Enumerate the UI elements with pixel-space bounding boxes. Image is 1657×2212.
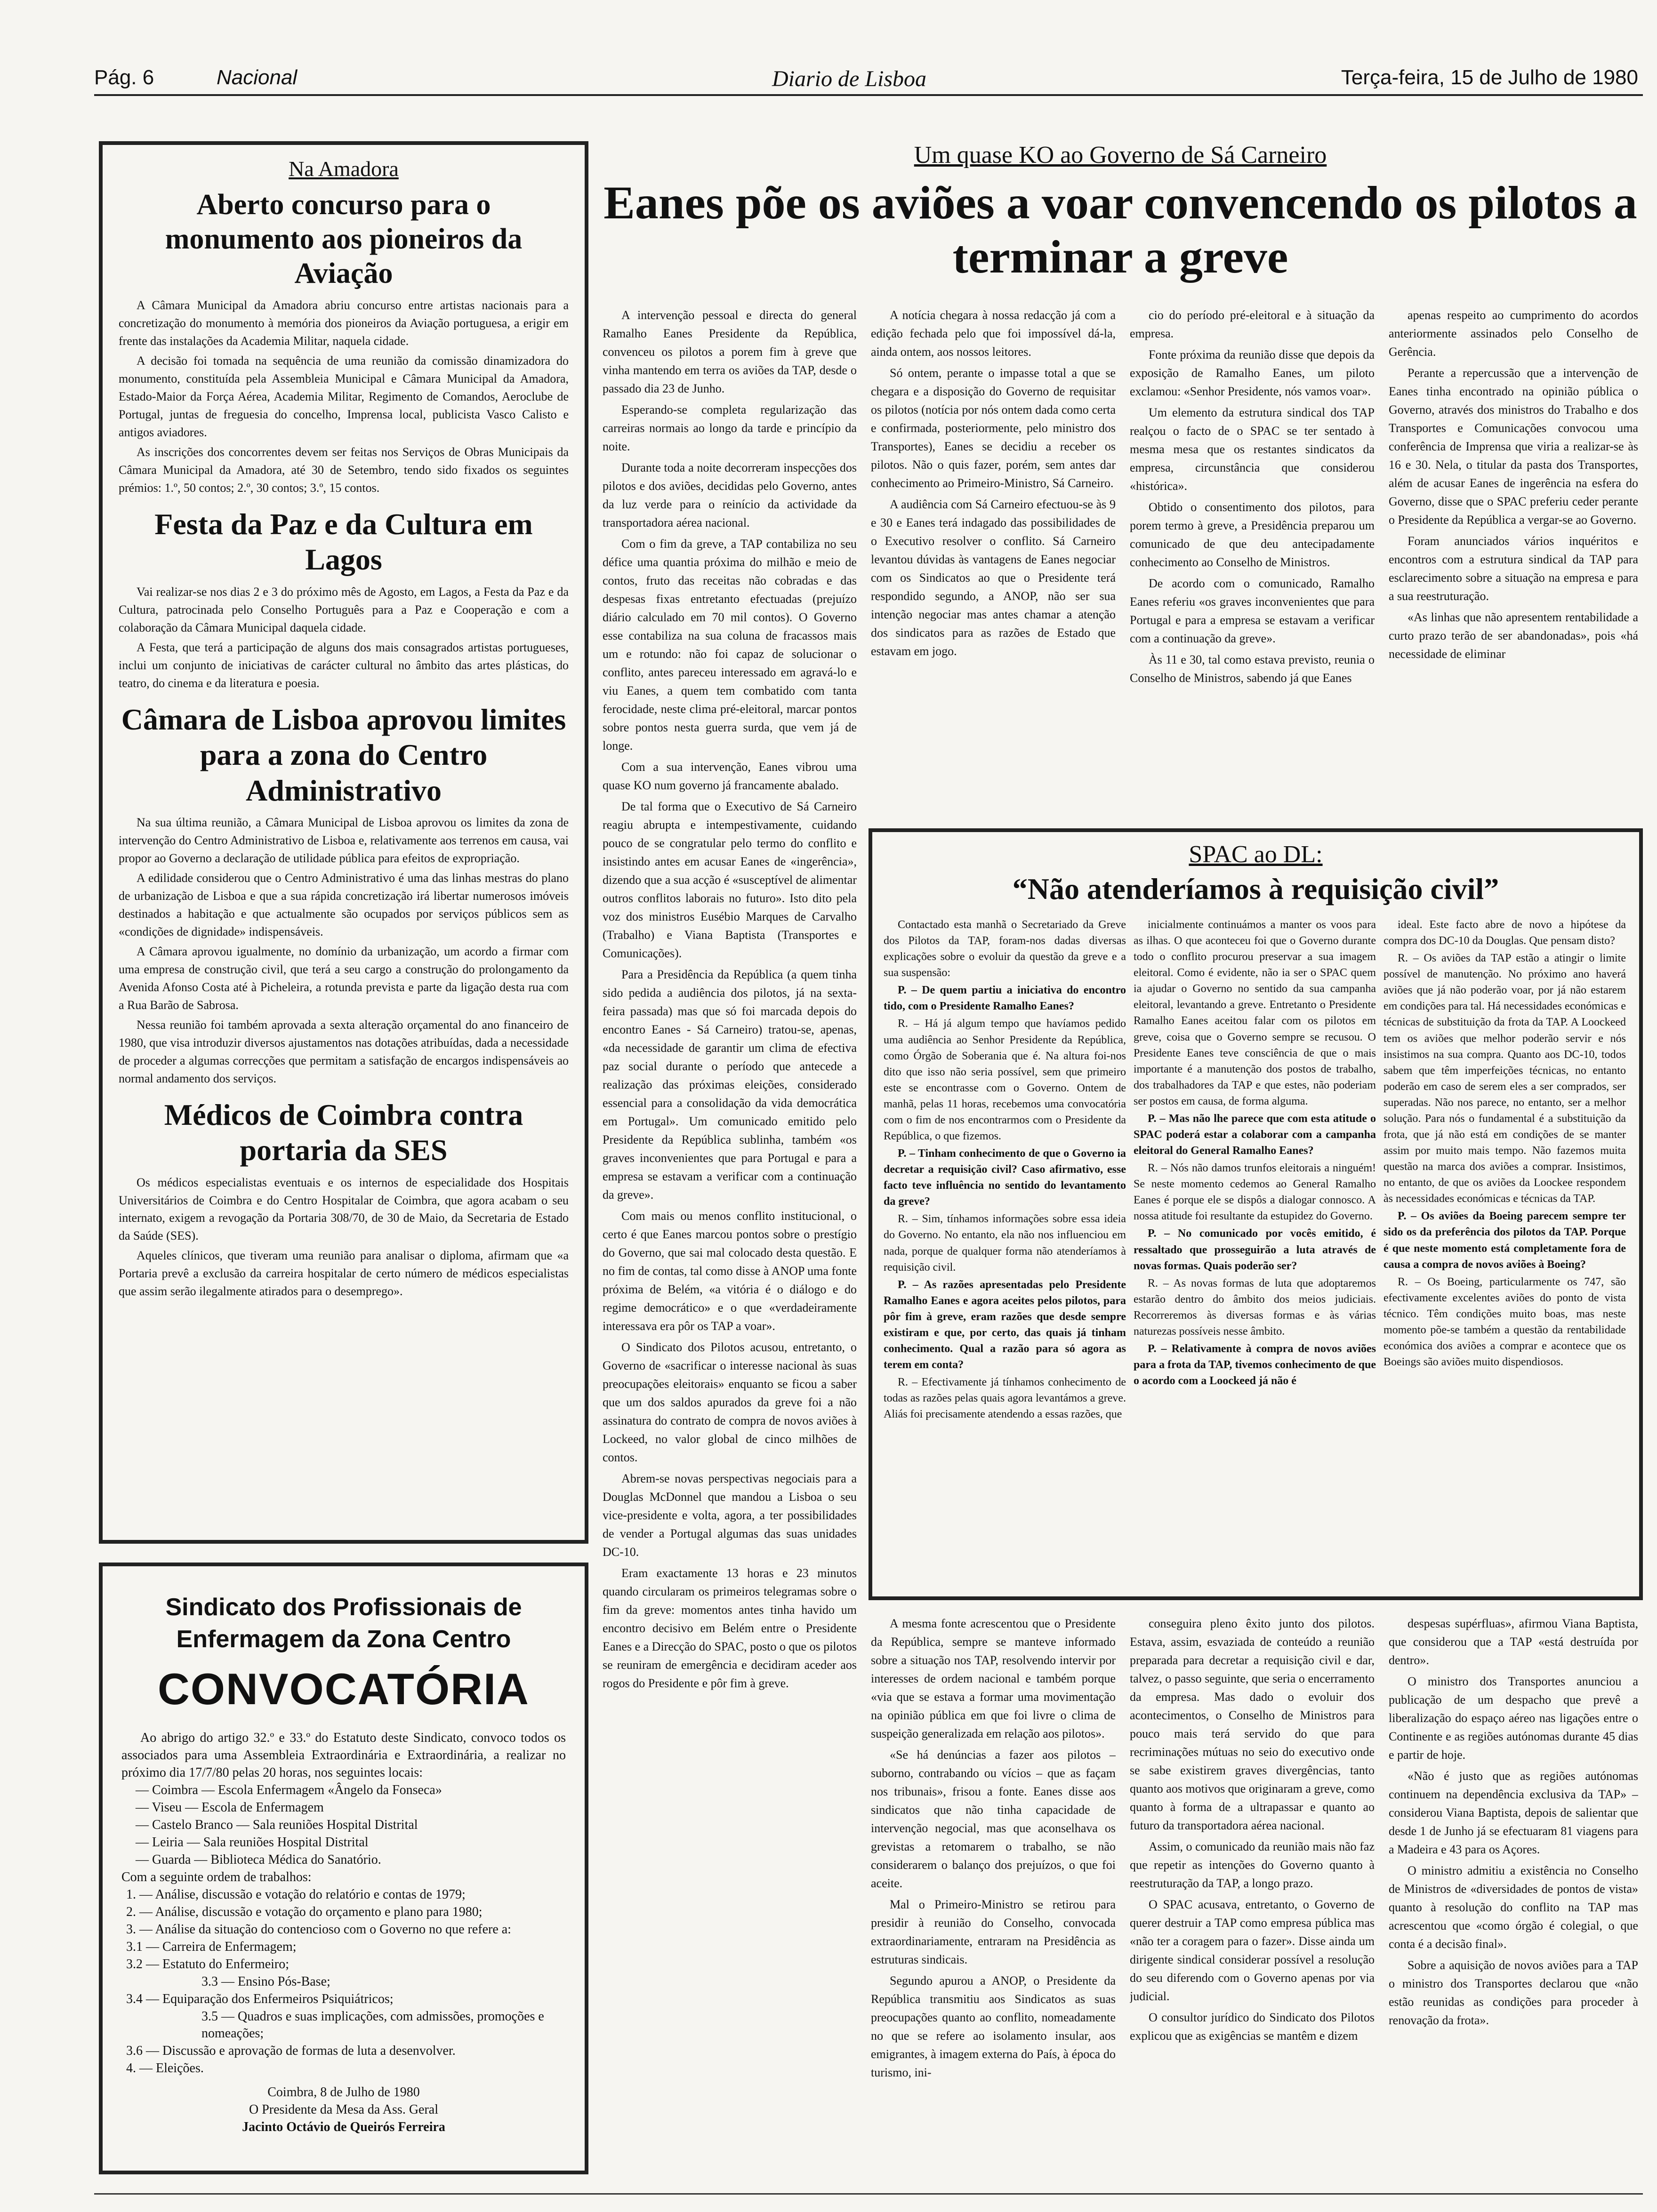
main-column-4 [1389,306,1638,805]
footer-rule [94,2193,1643,2195]
main-column-4b [1389,1614,1638,2174]
article-amadora-title: Aberto concurso para o monumento aos pioneiros da Aviação [165,189,523,290]
header-rule [94,94,1643,96]
left-news-box [99,141,588,1544]
article-coimbra-title: Médicos de Coimbra contra portaria da SES [164,1098,523,1167]
paragraph: A mesma fonte acrescentou que o Presidente da República, sempre se manteve informado sobre a situação nos TAP, resolvendo intervir por interesses de ordem nacional e também porque «via que se estava a formar uma movimentação na opinião pública em que foi livre o clima de suspeição generalizada em relação aos pilotos». [871,1617,1116,1740]
paragraph: «Não é justo que as regiões autónomas continuem na dependência exclusiva da TAP» – considerou Viana Baptista, depois de salientar que desde 1 de Junho já se efectuaram 81 viagens para a Madeira e 43 para os Açores. [1389,1769,1638,1856]
notice-locations [136,1782,566,1869]
question: P. – No comunicado por vocês emitido, é ressaltado que prosseguirão a luta através de novas formas. Quais poderão ser? [1134,1227,1376,1272]
paragraph: De tal forma que o Executivo de Sá Carneiro reagiu abrupta e intempestivamente, cuidando pouco de se congratular pelo termo do conflito e insistindo antes em acusar Eanes de «ingerência», dizendo que a sua acção é «susceptível de alimentar outros conflitos laborais no futuro». Isto dito pela voz dos ministros Eusébio Marques de Carvalho (Trabalho) e Viana Baptista (Transportes e Comunicações). [603,800,857,960]
location-item: — Viseu — Escola de Enfermagem [136,1800,324,1815]
paragraph: despesas supérfluas», afirmou Viana Baptista, que considerou que a TAP «está destruída por dentro». [1389,1617,1638,1667]
agenda-item: 3.6 — Discussão e aprovação de formas de luta a desenvolver. [126,2044,456,2059]
main-column-2 [871,306,1116,805]
notice-intro: Ao abrigo do artigo 32.º e 33.º do Estatuto deste Sindicato, convoco todos os associados para uma Assembleia Extraordinária e Extraordinária, a realizar no próximo dia 17/7/80 pelas 20 horas, nos seguintes locais: [121,1731,566,1780]
agenda-item: 3.4 — Equiparação dos Enfermeiros Psiquiátricos; [126,1991,394,2006]
issue-date: Terça-feira, 15 de Julho de 1980 [1341,66,1638,89]
paragraph: Sobre a aquisição de novos aviões para a TAP o ministro dos Transportes declarou que «não estão reunidas as condições para proceder à renovação da frota». [1389,1958,1638,2027]
masthead: Diario de Lisboa [772,66,927,91]
location-item: — Leiria — Sala reuniões Hospital Distrital [136,1835,369,1850]
paragraph: Na sua última reunião, a Câmara Municipal de Lisboa aprovou os limites da zona de intervenção do Centro Administrativo de Lisboa e, relativamente aos terrenos em causa, vai propor ao Governo a declaração de utilidade pública para efeitos de expropriação. [119,816,569,866]
paragraph: Fonte próxima da reunião disse que depois da exposição de Ramalho Eanes, um piloto exclamou: «Senhor Presidente, nós vamos voar». [1130,348,1375,398]
article-amadora-body [119,297,569,497]
paragraph: Eram exactamente 13 horas e 23 minutos quando circularam os primeiros telegramas sobre o fim da greve: momentos antes tinha havido um encontro decisivo em Belém entre o Presidente Eanes e a Direcção do SPAC, posto o que os pilotos se reuniram de emergência e decidiram aceder aos rogos do Presidente e pôr fim à greve. [603,1566,857,1690]
paragraph: Nessa reunião foi também aprovada a sexta alteração orçamental do ano financeiro de 1980, que visa introduzir diversos ajustamentos nas dotações atribuídas, dada a necessidade de proceder a algumas correcções que permitam a satisfação de encargos indispensáveis ao normal andamento dos serviços. [119,1018,569,1085]
paragraph: O consultor jurídico do Sindicato dos Pilotos explicou que as exigências se mantêm e dizem [1130,2011,1375,2043]
paragraph: O SPAC acusava, entretanto, o Governo de querer destruir a TAP como empresa pública mas «não ter a coragem para o fazer». Disse ainda um dirigente sindical considerar possível a resolução do seu diferendo com o Governo apenas por via judicial. [1130,1898,1375,2003]
notice-signer-name: Jacinto Octávio de Queirós Ferreira [242,2120,445,2135]
spac-column-2 [1134,917,1376,1590]
paragraph: Segundo apurou a ANOP, o Presidente da República transmitiu aos Sindicatos as suas preocupações quanto ao conflito, nomeadamente no que se refere ao isolamento insular, aos emigrantes, à imagem externa do País, à época do turismo, ini- [871,1974,1116,2079]
paragraph: Para a Presidência da República (a quem tinha sido pedida a audiência dos pilotos, já na sexta-feira passada) mas que só foi marcada depois do encontro Eanes - Sá Carneiro) tratou-se, apenas, «da necessidade de garantir um clima de efectiva paz social durante o período que antecede a realização das próximas eleições, considerado essencial para a consolidação da vida democrática em Portugal». Um comunicado emitido pelo Presidente da República sublinha, também «os graves inconvenientes que para Portugal e para a empresa se estavam a verificar com a continuação da greve». [603,968,857,1202]
answer: R. – As novas formas de luta que adoptaremos estarão dentro do âmbito dos meios judiciais. Recorreremos às diversas formas e às várias naturezas possíveis nesse âmbito. [1134,1277,1376,1338]
location-item: — Castelo Branco — Sala reuniões Hospital Distrital [136,1818,418,1833]
paragraph: O Sindicato dos Pilotos acusou, entretanto, o Governo de «sacrificar o interesse nacional às suas preocupações eleitorais» enquanto se ficou a saber que um dos saldos apurados da greve foi a não assinatura do contrato de compra de novos aviões à Lockeed, no valor global de cinco milhões de contos. [603,1340,857,1464]
spac-headline: “Não atenderíamos à requisição civil” [1012,872,1499,906]
question: P. – Tinham conhecimento de que o Governo ia decretar a requisição civil? Caso afirmativo, esse facto teve influência no sentido do levantamento da greve? [884,1147,1126,1208]
main-story-header [598,141,1643,289]
paragraph: Mal o Primeiro-Ministro se retirou para presidir à reunião do Conselho, convocada extraordinariamente, entraram na Presidência as estruturas sindicais. [871,1898,1116,1966]
paragraph: Um elemento da estrutura sindical dos TAP realçou o facto de o SPAC se ter sentado à mesma mesa que os restantes sindicatos da empresa, circunstância que considerou «histórica». [1130,406,1375,493]
agenda-item: 3.1 — Carreira de Enfermagem; [126,1939,297,1954]
paragraph: A Festa, que terá a participação de alguns dos mais consagrados artistas portugueses, inclui um conjunto de iniciativas de carácter cultural no âmbito das artes plásticas, do teatro, do cinema e da literatura e poesia. [119,640,569,690]
spac-column-3 [1384,917,1626,1590]
notice-agenda [126,1886,566,2077]
main-column-2b [871,1614,1116,2174]
paragraph: A intervenção pessoal e directa do general Ramalho Eanes Presidente da República, convenceu os pilotos a porem fim à greve que vinha mantendo em terra os aviões da TAP, desde o passado dia 23 de Junho. [603,308,857,395]
question: P. – Mas não lhe parece que com esta atitude o SPAC poderá estar a colaborar com a campanha eleitoral do General Ramalho Eanes? [1134,1112,1376,1157]
paragraph: O ministro admitiu a existência no Conselho de Ministros de «diversidades de pontos de vista» quanto à resolução do conflito na TAP mas acrescentou que «como órgão é colegial, o que conta é a decisão final». [1389,1864,1638,1951]
paragraph: Os médicos especialistas eventuais e os internos de especialidade dos Hospitais Universitários de Coimbra e do Centro Hospitalar de Coimbra, que agora acabam o seu internato, exigem a revogação da Portaria 308/70, de 30 de Maio, da Secretaria de Estado da Saúde (SES). [119,1175,569,1243]
paragraph: conseguira pleno êxito junto dos pilotos. Estava, assim, esvaziada de conteúdo a reunião preparada para decretar a requisição civil e dar, talvez, o passo seguinte, que seria o encerramento da empresa. Mas dado o evoluir dos acontecimentos, o Conselho de Ministros para pouco mais terá servido do que para recriminações mútuas no seio do executivo onde se sabe existirem graves divergências, tanto quanto aos motivos que originaram a greve, como quanto à forma de a ultrapassar e quanto ao futuro da transportadora aérea nacional. [1130,1617,1375,1832]
notice-title: CONVOCATÓRIA [158,1664,530,1714]
paragraph: A decisão foi tomada na sequência de uma reunião da comissão dinamizadora do monumento, constituída pela Assembleia Municipal e Câmara Municipal da Amadora, Estado-Maior da Força Aérea, Academia Militar, Regimento de Comandos, Aeroclube de Portugal, juntas de freguesia do concelho, Imprensa local, publicista Vasco Calisto e antigos aviadores. [119,354,569,440]
agenda-item: 3. — Análise da situação do contencioso com o Governo no que refere a: [126,1922,511,1937]
question: P. – As razões apresentadas pelo Presidente Ramalho Eanes e agora aceites pelos pilotos, para pôr fim à greve, eram razões que desde sempre existiram e que, por certo, das quais já tinham conhecimento. Qual a razão para só agora as terem em conta? [884,1278,1126,1371]
main-headline: Eanes põe os aviões a voar convencendo os pilotos a terminar a greve [603,176,1637,283]
answer: R. – Os aviões da TAP estão a atingir o limite possível de manutenção. No próximo ano haverá aviões que já não poderão voar, por já não estarem em condições para tal. Há necessidades económicas e técnicas de substituição da frota da TAP. A Loockeed tem os aviões que melhor poderão servir e nós insistimos na sua compra. Quanto aos DC-10, todos sabem que têm imperfeições técnicas, no entanto poderão em caso de serem eles a ser comprados, ser superadas. Não nos parece, no entanto, ser a melhor solução. Para nós o fundamental é a substituição da frota, que já não está em condições de se manter assim por muito mais tempo. Não fazemos muita questão na marca dos aviões a comprar. Insistimos, no entanto, de que os aviões da Loockee respondem às necessidades económicas e técnicas da TAP. [1384,952,1626,1205]
article-lagos-body [119,583,569,692]
article-lisboa-title: Câmara de Lisboa aprovou limites para a zona do Centro Administrativo [121,702,566,807]
paragraph: A Câmara aprovou igualmente, no domínio da urbanização, um acordo a firmar com uma empresa de construção civil, que terá a seu cargo a construção do prolongamento da Avenida Afonso Costa até à Picheleira, a rotunda prevista e parte da ligação desta rua com a Rua Barão de Sabrosa. [119,944,569,1012]
paragraph: «As linhas que não apresentem rentabilidade a curto prazo terão de ser abandonadas», pois «há necessidade de eliminar [1389,610,1638,661]
paragraph: cio do período pré-eleitoral e à situação da empresa. [1130,308,1375,340]
answer: R. – Os Boeing, particularmente os 747, são efectivamente excelentes aviões do ponto de vista técnico. Têm condições muito boas, mas neste momento põe-se também a questão da rentabilidade económica dos aviões a comprar e acontece que os Boeings são aviões muito dispendiosos. [1384,1275,1626,1369]
paragraph: Esperando-se completa regularização das carreiras normais ao longo da tarde e princípio da noite. [603,403,857,453]
main-column-1 [603,306,857,2174]
paragraph: Durante toda a noite decorreram inspecções dos pilotos e dos aviões, decididas pelo Governo, antes da luz verde para o reinício da actividade da transportadora aérea nacional. [603,461,857,529]
agenda-item: 2. — Análise, discussão e votação do orçamento e plano para 1980; [126,1904,483,1919]
paragraph: Aqueles clínicos, que tiveram uma reunião para analisar o diploma, afirmam que «a Portaria prevê a exclusão da carreira hospitalar de certo número de médicos especialistas que assim serão ilegalmente atirados para o desemprego». [119,1249,569,1298]
location-item: — Coimbra — Escola Enfermagem «Ângelo da Fonseca» [136,1783,442,1798]
agenda-item: 3.5 — Quadros e suas implicações, com admissões, promoções e nomeações; [201,2009,544,2041]
question: P. – Os aviões da Boeing parecem sempre ter sido os da preferência dos pilotos da TAP. Porque é que neste momento está completamente fora de causa a compra de novos aviões à Boeing? [1384,1210,1626,1271]
paragraph: Perante a repercussão que a intervenção de Eanes tinha encontrado na opinião pública o Governo, através dos ministros do Trabalho e dos Transportes e Comunicações convocou uma conferência de Imprensa que viria a realizar-se às 16 e 30. Nela, o titular da pasta dos Transportes, além de acusar Eanes de ingerência na esfera do Governo, disse que o SPAC preferiu ceder perante o Presidente da República a vergar-se ao Governo. [1389,366,1638,527]
paragraph: A edilidade considerou que o Centro Administrativo é uma das linhas mestras do plano de urbanização de Lisboa e que a sua rápida concretização irá libertar numerosos imóveis destinados a habitação e que actualmente são ocupados por serviços públicos sem as «condições de dignidade» indispensáveis. [119,871,569,938]
agenda-item: 3.2 — Estatuto do Enfermeiro; [126,1956,290,1972]
answer: inicialmente continuámos a manter os voos para as ilhas. O que aconteceu foi que o Governo durante todo o conflito procurou preservar a sua imagem eleitoral. Como é evidente, não ia ser o SPAC quem ia ajudar o Governo no sentido da sua campanha eleitoral, levantando a greve. Entretanto o Presidente Ramalho Eanes aceitou falar com os pilotos em greve, coisa que o Governo sempre se recusou. O Presidente Eanes teve consciência de que o mais importante é a manutenção dos postos de trabalho, dos trabalhadores da TAP e que estes, não poderiam ser postos em causa, de forma alguma. [1134,919,1376,1107]
notice-org: Sindicato dos Profissionais de Enfermagem da Zona Centro [165,1594,522,1653]
paragraph: Foram anunciados vários inquéritos e encontros com a estrutura sindical da TAP para esclarecimento sobre a situação na empresa e para a sua reestruturação. [1389,534,1638,603]
paragraph: Obtido o consentimento dos pilotos, para porem termo à greve, a Presidência preparou um comunicado de que deu antecipadamente conhecimento ao Conselho de Ministros. [1130,500,1375,569]
notice-signer-role: O Presidente da Mesa da Ass. Geral [249,2102,438,2117]
spac-column-1 [884,917,1126,1590]
paragraph: A Câmara Municipal da Amadora abriu concurso entre artistas nacionais para a concretização do monumento à memória dos pioneiros da Aviação portuguesa, a erigir em frente das instalações da Academia Militar, naquela cidade. [119,298,569,348]
question: P. – De quem partiu a iniciativa do encontro tido, com o Presidente Ramalho Eanes? [884,984,1126,1013]
main-column-3 [1130,306,1375,805]
union-notice-box [99,1563,588,2174]
paragraph: Assim, o comunicado da reunião mais não faz que repetir as intenções do Governo quanto à reestruturação da TAP, a longo prazo. [1130,1840,1375,1890]
article-lisboa-body [119,814,569,1087]
paragraph: Com a sua intervenção, Eanes vibrou uma quase KO num governo já francamente abalado. [603,760,857,792]
section-name: Nacional [217,66,298,89]
article-coimbra-body [119,1174,569,1301]
paragraph: Com o fim da greve, a TAP contabiliza no seu défice uma quantia próxima do milhão e meio de contos, fruto das receitas não cobradas e das despesas fixas entretanto efectuadas (prejuízo diário calculado em 70 mil contos). O Governo esse contabiliza na sua coluna de fracassos mais um e rotundo: não foi capaz de solucionar o conflito, antes pareceu interessado em agravá-lo e viu Eanes, a quem tem combatido com tanta ferocidade, neste clima pré-eleitoral, marcar pontos sobre pontos nesta guerra surda, que vem já de longe. [603,537,857,753]
paragraph: O ministro dos Transportes anunciou a publicação de um despacho que prevê a liberalização do espaço aéreo nas ligações entre o Continente e as regiões autónomas durante 45 dias e partir de hoje. [1389,1675,1638,1762]
paragraph: apenas respeito ao cumprimento do acordos anteriormente assinados pelo Conselho de Gerência. [1389,308,1638,359]
paragraph: «Se há denúncias a fazer aos pilotos – suborno, contrabando ou vícios – que as façam nos tribunais», frisou a fonte. Eanes disse aos sindicatos que não tinha capacidade de intervenção negocial, mas que aconselhava os grevistas a retomarem o trabalho, se não considerarem o balanço dos prejuízos, o que foi aceite. [871,1748,1116,1890]
answer: R. – Sim, tínhamos informações sobre essa ideia do Governo. No entanto, ela não nos influenciou em nada, porque de qualquer forma não atenderíamos à requisição civil. [884,1213,1126,1274]
location-item: — Guarda — Biblioteca Médica do Sanatório. [136,1852,381,1867]
main-column-3b [1130,1614,1375,2174]
paragraph: As inscrições dos concorrentes devem ser feitas nos Serviços de Obras Municipais da Câmara Municipal da Amadora, até 30 de Setembro, tendo sido fixados os seguintes prémios: 1.º, 50 contos; 2.º, 30 contos; 3.º, 15 contos. [119,445,569,495]
answer: R. – Efectivamente já tínhamos conhecimento de todas as razões pelas quais agora levantámos a greve. Aliás foi precisamente atendendo a essas razões, que [884,1376,1126,1421]
page-number: Pág. 6 [94,66,154,89]
paragraph: Abrem-se novas perspectivas negociais para a Douglas McDonnel que mandou a Lisboa o seu vice-presidente e volta, agora, a ter possibilidades de vender a Portugal algumas das suas unidades DC-10. [603,1472,857,1559]
article-lagos-title: Festa da Paz e da Cultura em Lagos [154,507,533,577]
spac-kicker: SPAC ao DL: [1189,841,1323,868]
paragraph: Só ontem, perante o impasse total a que se chegara e a disposição do Governo de requisitar os pilotos (notícia por nós ontem dada como certa e confirmada, posteriormente, pelo ministro dos Transportes), Eanes se decidiu a receber os pilotos. Não o quis fazer, porém, sem antes dar conhecimento ao Primeiro-Ministro, Sá Carneiro. [871,366,1116,490]
spac-interview-box [869,828,1643,1600]
paragraph: Contactado esta manhã o Secretariado da Greve dos Pilotos da TAP, foram-nos dadas diversas explicações sobre o evoluir da questão da greve e a sua suspensão: [884,919,1126,979]
question: P. – Relativamente à compra de novos aviões para a frota da TAP, tivemos conhecimento de que o acordo com a Loockeed já não é [1134,1343,1376,1387]
main-kicker: Um quase KO ao Governo de Sá Carneiro [914,142,1327,168]
paragraph: A notícia chegara à nossa redacção já com a edição fechada pelo que foi impossível dá-la, ainda ontem, aos nossos leitores. [871,308,1116,359]
agenda-item: 3.3 — Ensino Pós-Base; [201,1974,330,1989]
paragraph: Vai realizar-se nos dias 2 e 3 do próximo mês de Agosto, em Lagos, a Festa da Paz e da Cultura, patrocinada pelo Conselho Português para a Paz e Cooperação e com a colaboração da Câmara Municipal daquela cidade. [119,585,569,634]
paragraph: A audiência com Sá Carneiro efectuou-se às 9 e 30 e Eanes terá indagado das possibilidades de o Executivo resolver o conflito. Sá Carneiro levantou dúvidas às vantagens de Eanes negociar com os Sindicatos ao que o Presidente terá respondido segundo, a ANOP, não ser sua intenção negociar mas antes chamar a atenção dos sindicatos para as razões de Estado que estavam em jogo. [871,497,1116,658]
answer: ideal. Este facto abre de novo a hipótese da compra dos DC-10 da Douglas. Que pensam disto? [1384,919,1626,947]
paragraph: De acordo com o comunicado, Ramalho Eanes referiu «os graves inconvenientes que para Portugal e para a empresa se estavam a verificar com a continuação da greve». [1130,577,1375,645]
agenda-item: 4. — Eleições. [126,2061,204,2076]
answer: R. – Há já algum tempo que havíamos pedido uma audiência ao Senhor Presidente da República, como Órgão de Soberania que é. Na altura foi-nos dito que isso não seria possível, sem que primeiro este se encontrasse com o Governo. Ontem de manhã, pelas 11 horas, recebemos uma convocatória com o fim de nos encontrarmos com o Presidente da República, o que fizemos. [884,1018,1126,1143]
agenda-item: 1. — Análise, discussão e votação do relatório e contas de 1979; [126,1887,466,1902]
paragraph: Às 11 e 30, tal como estava previsto, reunia o Conselho de Ministros, sabendo já que Eanes [1130,653,1375,685]
notice-place-date: Coimbra, 8 de Julho de 1980 [267,2085,420,2100]
paragraph: Com mais ou menos conflito institucional, o certo é que Eanes marcou pontos sobre o prestígio do Governo, que sai mal colocado desta questão. E no fim de contas, tal como disse à ANOP uma fonte próxima de Belém, «a vitória é o diálogo e do regime democrático» e o que «verdadeiramente interessava era pôr os TAP a voar». [603,1209,857,1333]
left-box-kicker: Na Amadora [289,157,399,181]
notice-agenda-intro: Com a seguinte ordem de trabalhos: [121,1869,312,1884]
answer: R. – Nós não damos trunfos eleitorais a ninguém! Se neste momento cedemos ao General Ramalho Eanes é porque ele se dispôs a dialogar connosco. A nossa atitude foi resultante da estupidez do Governo. [1134,1162,1376,1223]
